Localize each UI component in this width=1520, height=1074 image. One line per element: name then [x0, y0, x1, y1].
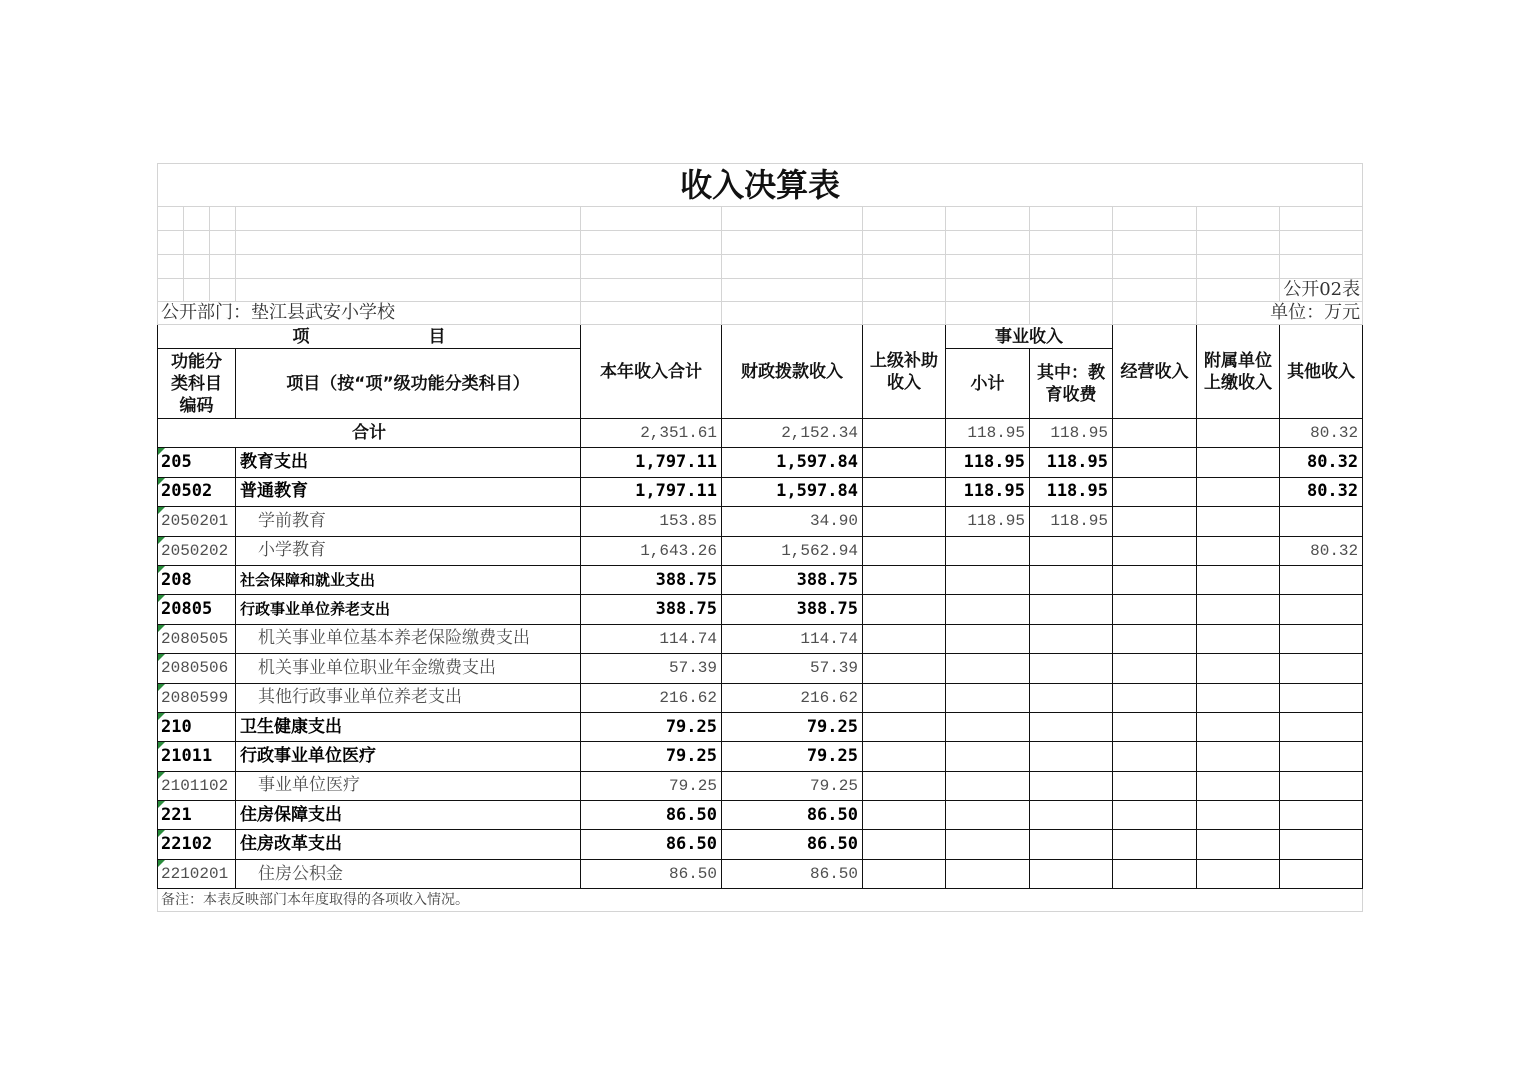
item-name-cell: 住房保障支出 [236, 801, 581, 830]
business-education-fee-cell [1030, 683, 1113, 712]
business-education-fee-cell [1030, 859, 1113, 888]
operating-income-cell [1113, 419, 1197, 448]
business-education-fee-cell [1030, 830, 1113, 859]
empty-cell [158, 231, 184, 255]
superior-subsidy-cell [863, 624, 946, 653]
fiscal-appropriation-cell: 1,562.94 [722, 536, 863, 565]
total-income-cell: 79.25 [581, 712, 722, 741]
header-business-education-fee: 其中：教育收费 [1030, 349, 1113, 419]
business-education-fee-cell: 118.95 [1030, 477, 1113, 506]
table-row [158, 859, 1363, 888]
fiscal-appropriation-cell: 79.25 [722, 742, 863, 771]
affiliated-unit-income-cell [1197, 712, 1280, 741]
empty-cell [1113, 231, 1197, 255]
operating-income-cell [1113, 654, 1197, 683]
empty-cell [158, 207, 184, 231]
other-income-cell [1280, 595, 1363, 624]
other-income-cell: 80.32 [1280, 536, 1363, 565]
table-row [158, 654, 1363, 683]
empty-cell [863, 279, 946, 302]
operating-income-cell [1113, 595, 1197, 624]
total-income-cell: 114.74 [581, 624, 722, 653]
form-number: 公开02表 [1280, 279, 1363, 302]
superior-subsidy-cell [863, 771, 946, 800]
empty-cell [1197, 279, 1280, 302]
superior-subsidy-cell [863, 712, 946, 741]
function-code-cell [158, 771, 236, 800]
affiliated-unit-income-cell [1197, 419, 1280, 448]
fiscal-appropriation-cell: 114.74 [722, 624, 863, 653]
empty-cell [863, 231, 946, 255]
empty-cell [1197, 207, 1280, 231]
item-name-cell: 事业单位医疗 [236, 771, 581, 800]
fiscal-appropriation-cell: 86.50 [722, 801, 863, 830]
total-income-cell: 79.25 [581, 771, 722, 800]
empty-cell [158, 255, 184, 279]
header-business-subtotal: 小计 [946, 349, 1030, 419]
affiliated-unit-income-cell [1197, 624, 1280, 653]
fiscal-appropriation-cell: 79.25 [722, 771, 863, 800]
superior-subsidy-cell [863, 830, 946, 859]
fiscal-appropriation-cell: 388.75 [722, 595, 863, 624]
fiscal-appropriation-cell: 34.90 [722, 507, 863, 536]
empty-cell [184, 207, 210, 231]
business-income-subtotal-cell: 118.95 [946, 507, 1030, 536]
operating-income-cell [1113, 507, 1197, 536]
function-code: 221 [161, 804, 192, 825]
business-education-fee-cell [1030, 565, 1113, 594]
fiscal-appropriation-cell: 388.75 [722, 565, 863, 594]
empty-cell [722, 302, 863, 325]
total-income-cell: 1,797.11 [581, 477, 722, 506]
business-income-subtotal-cell: 118.95 [946, 477, 1030, 506]
empty-cell [1030, 207, 1113, 231]
superior-subsidy-cell [863, 448, 946, 477]
empty-cell [581, 302, 722, 325]
item-name-cell: 卫生健康支出 [236, 712, 581, 741]
operating-income-cell [1113, 683, 1197, 712]
superior-subsidy-cell [863, 683, 946, 712]
total-income-cell: 1,797.11 [581, 448, 722, 477]
affiliated-unit-income-cell [1197, 654, 1280, 683]
other-income-cell [1280, 742, 1363, 771]
fiscal-appropriation-cell: 86.50 [722, 830, 863, 859]
fiscal-appropriation-cell: 1,597.84 [722, 448, 863, 477]
function-code-cell [158, 712, 236, 741]
function-code: 2101102 [161, 776, 229, 795]
item-name-cell: 行政事业单位养老支出 [236, 595, 581, 624]
empty-cell [722, 279, 863, 302]
empty-cell [863, 255, 946, 279]
affiliated-unit-income-cell [1197, 771, 1280, 800]
empty-cell [184, 255, 210, 279]
item-name-cell: 其他行政事业单位养老支出 [236, 683, 581, 712]
header-total-income: 本年收入合计 [581, 325, 722, 419]
operating-income-cell [1113, 830, 1197, 859]
table-row [158, 683, 1363, 712]
footnote: 备注：本表反映部门本年度取得的各项收入情况。 [158, 889, 1363, 912]
table-row [158, 507, 1363, 536]
total-income-cell: 86.50 [581, 830, 722, 859]
text-format-indicator-icon [158, 713, 165, 720]
header-business-income: 事业收入 [946, 325, 1113, 349]
operating-income-cell [1113, 536, 1197, 565]
empty-cell [184, 231, 210, 255]
function-code: 208 [161, 569, 192, 590]
business-education-fee-cell [1030, 742, 1113, 771]
item-name-cell: 住房改革支出 [236, 830, 581, 859]
business-income-subtotal-cell [946, 683, 1030, 712]
function-code-cell [158, 859, 236, 888]
superior-subsidy-cell [863, 536, 946, 565]
affiliated-unit-income-cell [1197, 507, 1280, 536]
income-final-accounts-sheet [157, 163, 1363, 912]
text-format-indicator-icon [158, 654, 165, 661]
empty-cell [236, 279, 581, 302]
empty-cell [210, 231, 236, 255]
blank-row [158, 231, 1363, 255]
business-income-subtotal-cell [946, 771, 1030, 800]
fiscal-appropriation-cell: 1,597.84 [722, 477, 863, 506]
operating-income-cell [1113, 742, 1197, 771]
table-row [158, 595, 1363, 624]
business-income-subtotal-cell [946, 654, 1030, 683]
business-income-subtotal-cell [946, 859, 1030, 888]
function-code: 2050202 [161, 541, 229, 560]
business-education-fee-cell: 118.95 [1030, 448, 1113, 477]
empty-cell [946, 302, 1030, 325]
other-income-cell [1280, 859, 1363, 888]
empty-cell [1113, 207, 1197, 231]
empty-cell [581, 255, 722, 279]
business-education-fee-cell [1030, 624, 1113, 653]
department-row [158, 302, 1363, 325]
text-format-indicator-icon [158, 801, 165, 808]
empty-cell [581, 279, 722, 302]
business-income-subtotal-cell [946, 742, 1030, 771]
business-income-subtotal-cell [946, 801, 1030, 830]
other-income-cell [1280, 712, 1363, 741]
empty-cell [1113, 302, 1197, 325]
other-income-cell [1280, 565, 1363, 594]
business-income-subtotal-cell [946, 536, 1030, 565]
other-income-cell [1280, 801, 1363, 830]
header-function-code-label: 功能分类科目编码 [171, 351, 222, 416]
empty-cell [210, 279, 236, 302]
table-row [158, 771, 1363, 800]
empty-cell [1030, 255, 1113, 279]
empty-cell [1030, 279, 1113, 302]
affiliated-unit-income-cell [1197, 801, 1280, 830]
business-education-fee-cell [1030, 536, 1113, 565]
empty-cell [210, 207, 236, 231]
fiscal-appropriation-cell: 86.50 [722, 859, 863, 888]
fiscal-appropriation-cell: 2,152.34 [722, 419, 863, 448]
empty-cell [946, 231, 1030, 255]
business-income-subtotal-cell: 118.95 [946, 419, 1030, 448]
affiliated-unit-income-cell [1197, 595, 1280, 624]
header-fiscal-appropriation: 财政拨款收入 [722, 325, 863, 419]
business-income-subtotal-cell [946, 565, 1030, 594]
function-code: 20502 [161, 481, 213, 502]
unit-label: 单位：万元 [1197, 302, 1363, 325]
operating-income-cell [1113, 712, 1197, 741]
superior-subsidy-cell [863, 595, 946, 624]
superior-subsidy-cell [863, 419, 946, 448]
empty-cell [722, 231, 863, 255]
empty-cell [1280, 255, 1363, 279]
empty-cell [158, 279, 184, 302]
function-code: 2080506 [161, 659, 229, 678]
item-name-cell: 小学教育 [236, 536, 581, 565]
empty-cell [1113, 279, 1197, 302]
empty-cell [946, 279, 1030, 302]
total-income-cell: 86.50 [581, 859, 722, 888]
function-code-cell [158, 654, 236, 683]
other-income-cell [1280, 683, 1363, 712]
other-income-cell [1280, 654, 1363, 683]
total-income-cell: 216.62 [581, 683, 722, 712]
business-education-fee-cell [1030, 801, 1113, 830]
fiscal-appropriation-cell: 216.62 [722, 683, 863, 712]
table-row [158, 624, 1363, 653]
total-income-cell: 79.25 [581, 742, 722, 771]
total-income-cell: 388.75 [581, 565, 722, 594]
other-income-cell [1280, 830, 1363, 859]
total-income-cell: 86.50 [581, 801, 722, 830]
table-row [158, 536, 1363, 565]
fiscal-appropriation-cell: 57.39 [722, 654, 863, 683]
function-code-cell [158, 830, 236, 859]
empty-cell [722, 255, 863, 279]
business-income-subtotal-cell [946, 830, 1030, 859]
function-code-cell [158, 565, 236, 594]
empty-cell [184, 279, 210, 302]
form-number-row [158, 279, 1363, 302]
table-row [158, 712, 1363, 741]
function-code: 2080599 [161, 688, 229, 707]
total-row [158, 419, 1363, 448]
text-format-indicator-icon [158, 742, 165, 749]
item-name-cell: 行政事业单位医疗 [236, 742, 581, 771]
department-label: 公开部门：垫江县武安小学校 [158, 302, 581, 325]
table-row [158, 742, 1363, 771]
function-code-cell [158, 683, 236, 712]
header-other-income: 其他收入 [1280, 325, 1363, 419]
table-row [158, 830, 1363, 859]
blank-row [158, 255, 1363, 279]
text-format-indicator-icon [158, 830, 165, 837]
business-income-subtotal-cell [946, 712, 1030, 741]
title-row [158, 164, 1363, 207]
table-row [158, 477, 1363, 506]
function-code: 2080505 [161, 629, 229, 648]
blank-row [158, 207, 1363, 231]
other-income-cell: 80.32 [1280, 419, 1363, 448]
text-format-indicator-icon [158, 860, 165, 867]
empty-cell [1280, 231, 1363, 255]
other-income-cell [1280, 507, 1363, 536]
affiliated-unit-income-cell [1197, 830, 1280, 859]
empty-cell [236, 231, 581, 255]
function-code: 210 [161, 716, 192, 737]
item-name-cell: 学前教育 [236, 507, 581, 536]
text-format-indicator-icon [158, 595, 165, 602]
empty-cell [1113, 255, 1197, 279]
function-code-cell [158, 448, 236, 477]
superior-subsidy-cell [863, 565, 946, 594]
business-income-subtotal-cell [946, 624, 1030, 653]
header-superior-subsidy: 上级补助收入 [863, 325, 946, 419]
total-label: 合计 [158, 419, 581, 448]
affiliated-unit-income-cell [1197, 565, 1280, 594]
empty-cell [581, 231, 722, 255]
header-function-code [158, 349, 236, 419]
empty-cell [946, 255, 1030, 279]
operating-income-cell [1113, 624, 1197, 653]
fiscal-appropriation-cell: 79.25 [722, 712, 863, 741]
superior-subsidy-cell [863, 801, 946, 830]
table-row [158, 565, 1363, 594]
superior-subsidy-cell [863, 654, 946, 683]
text-format-indicator-icon [158, 684, 165, 691]
operating-income-cell [1113, 477, 1197, 506]
business-income-subtotal-cell: 118.95 [946, 448, 1030, 477]
affiliated-unit-income-cell [1197, 448, 1280, 477]
function-code-cell [158, 624, 236, 653]
function-code-cell [158, 507, 236, 536]
operating-income-cell [1113, 801, 1197, 830]
function-code-cell [158, 536, 236, 565]
function-code-cell [158, 595, 236, 624]
empty-cell [946, 207, 1030, 231]
total-income-cell: 388.75 [581, 595, 722, 624]
function-code-cell [158, 801, 236, 830]
superior-subsidy-cell [863, 859, 946, 888]
operating-income-cell [1113, 448, 1197, 477]
empty-cell [1030, 302, 1113, 325]
empty-cell [863, 207, 946, 231]
other-income-cell [1280, 771, 1363, 800]
header-item-name: 项目（按“项”级功能分类科目） [236, 349, 581, 419]
text-format-indicator-icon [158, 625, 165, 632]
text-format-indicator-icon [158, 478, 165, 485]
business-education-fee-cell [1030, 654, 1113, 683]
other-income-cell: 80.32 [1280, 477, 1363, 506]
item-name-cell: 住房公积金 [236, 859, 581, 888]
business-income-subtotal-cell [946, 595, 1030, 624]
text-format-indicator-icon [158, 507, 165, 514]
table-row [158, 801, 1363, 830]
page-title: 收入决算表 [158, 164, 1363, 207]
business-education-fee-cell: 118.95 [1030, 507, 1113, 536]
empty-cell [1197, 255, 1280, 279]
total-income-cell: 1,643.26 [581, 536, 722, 565]
item-name-cell: 社会保障和就业支出 [236, 565, 581, 594]
function-code: 2050201 [161, 512, 229, 531]
empty-cell [236, 207, 581, 231]
header-row-1 [158, 325, 1363, 349]
function-code: 21011 [161, 745, 213, 766]
operating-income-cell [1113, 565, 1197, 594]
other-income-cell [1280, 624, 1363, 653]
header-operating-income: 经营收入 [1113, 325, 1197, 419]
function-code: 20805 [161, 599, 213, 620]
item-name-cell: 普通教育 [236, 477, 581, 506]
empty-cell [1030, 231, 1113, 255]
total-income-cell: 2,351.61 [581, 419, 722, 448]
empty-cell [1197, 231, 1280, 255]
function-code: 22102 [161, 834, 213, 855]
affiliated-unit-income-cell [1197, 859, 1280, 888]
text-format-indicator-icon [158, 448, 165, 455]
function-code: 2210201 [161, 865, 229, 884]
other-income-cell: 80.32 [1280, 448, 1363, 477]
total-income-cell: 153.85 [581, 507, 722, 536]
note-row [158, 889, 1363, 912]
business-education-fee-cell [1030, 712, 1113, 741]
affiliated-unit-income-cell [1197, 742, 1280, 771]
superior-subsidy-cell [863, 507, 946, 536]
table-row [158, 448, 1363, 477]
header-item: 项 目 [158, 325, 581, 349]
function-code-cell [158, 742, 236, 771]
empty-cell [210, 255, 236, 279]
empty-cell [863, 302, 946, 325]
business-education-fee-cell [1030, 771, 1113, 800]
function-code: 205 [161, 452, 192, 473]
affiliated-unit-income-cell [1197, 477, 1280, 506]
header-affiliated-unit-income: 附属单位上缴收入 [1197, 325, 1280, 419]
empty-cell [1280, 207, 1363, 231]
business-education-fee-cell: 118.95 [1030, 419, 1113, 448]
affiliated-unit-income-cell [1197, 683, 1280, 712]
operating-income-cell [1113, 859, 1197, 888]
item-name-cell: 教育支出 [236, 448, 581, 477]
operating-income-cell [1113, 771, 1197, 800]
empty-cell [581, 207, 722, 231]
superior-subsidy-cell [863, 742, 946, 771]
superior-subsidy-cell [863, 477, 946, 506]
text-format-indicator-icon [158, 537, 165, 544]
item-name-cell: 机关事业单位职业年金缴费支出 [236, 654, 581, 683]
total-income-cell: 57.39 [581, 654, 722, 683]
affiliated-unit-income-cell [1197, 536, 1280, 565]
business-education-fee-cell [1030, 595, 1113, 624]
text-format-indicator-icon [158, 772, 165, 779]
empty-cell [722, 207, 863, 231]
empty-cell [236, 255, 581, 279]
function-code-cell [158, 477, 236, 506]
text-format-indicator-icon [158, 566, 165, 573]
item-name-cell: 机关事业单位基本养老保险缴费支出 [236, 624, 581, 653]
